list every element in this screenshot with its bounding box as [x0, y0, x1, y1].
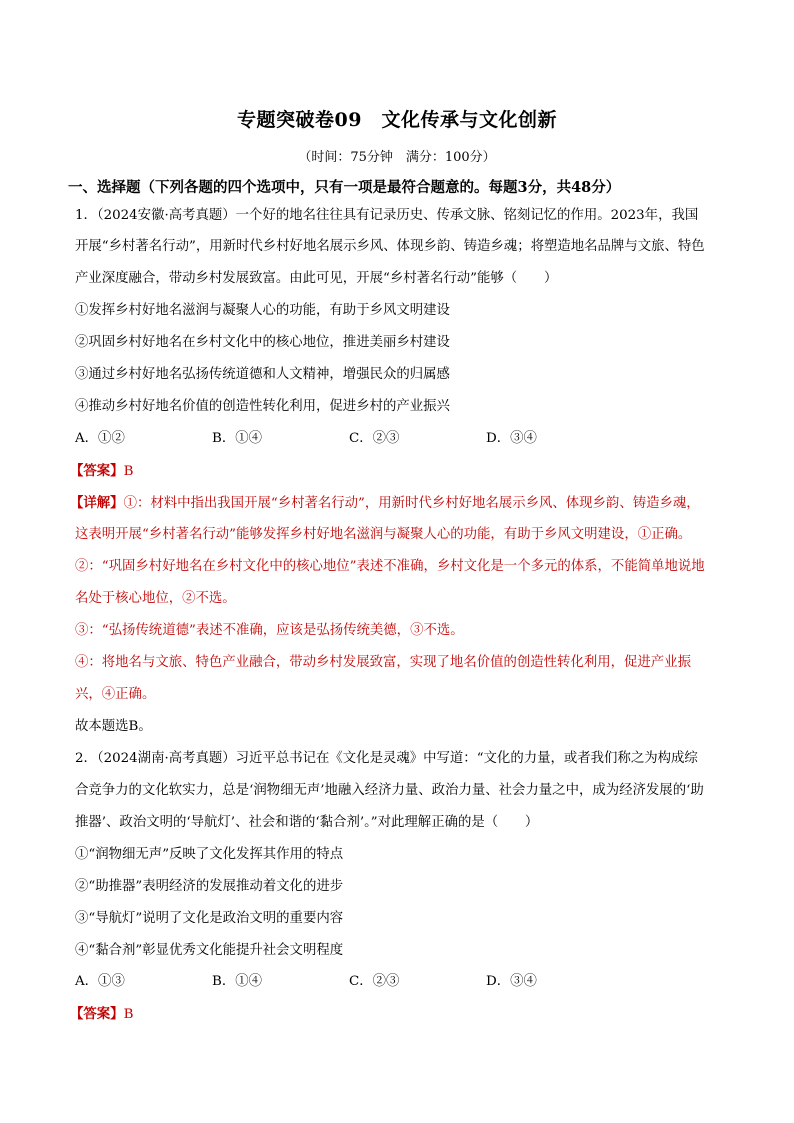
q1-detail-line-7: 兴，④正确。 [75, 687, 156, 702]
q1-option-d: D．③④ [486, 431, 537, 446]
q1-stem-line-1: 1．（2024安徽·高考真题）一个好的地名往往具有记录历史、传承文脉、铭刻记忆的作用。2023年，我国 [75, 208, 699, 223]
detail-label: 【详解】 [70, 495, 124, 511]
q2-option-b: B．①④ [212, 974, 263, 989]
q1-conclusion: 故本题选B。 [75, 719, 152, 734]
answer-label: 【答案】 [70, 1006, 124, 1022]
answer-value: B [123, 464, 134, 479]
q2-statement-2: ②“助推器”表明经济的发展推动着文化的进步 [75, 879, 344, 894]
section-heading: 一、选择题（下列各题的四个选项中，只有一项是最符合题意的。每题3分，共48分） [68, 179, 621, 196]
q1-option-a: A．①② [75, 431, 125, 446]
q1-detail-line-2: 这表明开展“乡村著名行动”能够发挥乡村好地名滋润与凝聚人心的功能，有助于乡风文明建设，①正确。 [75, 527, 692, 542]
page-title: 专题突破卷09 文化传承与文化创新 [237, 109, 557, 131]
q1-statement-3: ③通过乡村好地名弘扬传统道德和人文精神，增强民众的归属感 [75, 367, 450, 382]
q1-detail-line-4: 名处于核心地位，②不选。 [75, 591, 236, 606]
q1-detail-line-6: ④：将地名与文旅、特色产业融合，带动乡村发展致富，实现了地名价值的创造性转化利用，促进产业振 [75, 655, 691, 670]
q2-statement-3: ③“导航灯”说明了文化是政治文明的重要内容 [75, 911, 344, 926]
exam-info: （时间：75分钟 满分：100分） [298, 150, 496, 165]
q2-statement-4: ④“黏合剂”彰显优秀文化能提升社会文明程度 [75, 943, 344, 958]
q2-stem-line-3: 推器’、政治文明的‘导航灯’、社会和谐的‘黏合剂’。”对此理解正确的是（ ） [75, 815, 539, 830]
q2-stem-line-2: 合竞争力的文化软实力，总是‘润物细无声’地融入经济力量、政治力量、社会力量之中，成为经济发展的‘助 [75, 783, 704, 798]
q1-statement-4: ④推动乡村好地名价值的创造性转化利用，促进乡村的产业振兴 [75, 399, 450, 414]
q1-statement-1: ①发挥乡村好地名滋润与凝聚人心的功能，有助于乡风文明建设 [75, 303, 450, 318]
q1-detail-line-1 [70, 493, 730, 514]
q1-statement-2: ②巩固乡村好地名在乡村文化中的核心地位，推进美丽乡村建设 [75, 335, 450, 350]
q1-answer [70, 461, 730, 482]
q1-option-c: C．②③ [349, 431, 400, 446]
q1-detail-line-5: ③：“弘扬传统道德”表述不准确，应该是弘扬传统美德，③不选。 [75, 623, 464, 638]
answer-value: B [123, 1007, 134, 1022]
q2-stem-line-1: 2．（2024湖南·高考真题）习近平总书记在《文化是灵魂》中写道：“文化的力量，或者我们称之为构成综 [75, 751, 698, 766]
q2-option-d: D．③④ [486, 974, 537, 989]
detail-text: ①：材料中指出我国开展“乡村著名行动”，用新时代乡村好地名展示乡风、体现乡韵、铸造乡魂， [123, 496, 700, 511]
q1-stem-line-3: 产业深度融合，带动乡村发展致富。由此可见，开展“乡村著名行动”能够（ ） [75, 271, 558, 286]
answer-label: 【答案】 [70, 463, 124, 479]
q1-detail-line-3: ②：“巩固乡村好地名在乡村文化中的核心地位”表述不准确，乡村文化是一个多元的体系，不能简单地说地 [75, 559, 705, 574]
q1-option-b: B．①④ [212, 431, 263, 446]
q1-stem-line-2: 开展“乡村著名行动”，用新时代乡村好地名展示乡风、体现乡韵、铸造乡魂；将塑造地名品牌与文旅、特色 [75, 239, 705, 254]
q2-statement-1: ①“润物细无声”反映了文化发挥其作用的特点 [75, 847, 344, 862]
q2-answer [70, 1004, 730, 1025]
q2-option-a: A．①③ [75, 974, 125, 989]
q2-option-c: C．②③ [349, 974, 400, 989]
